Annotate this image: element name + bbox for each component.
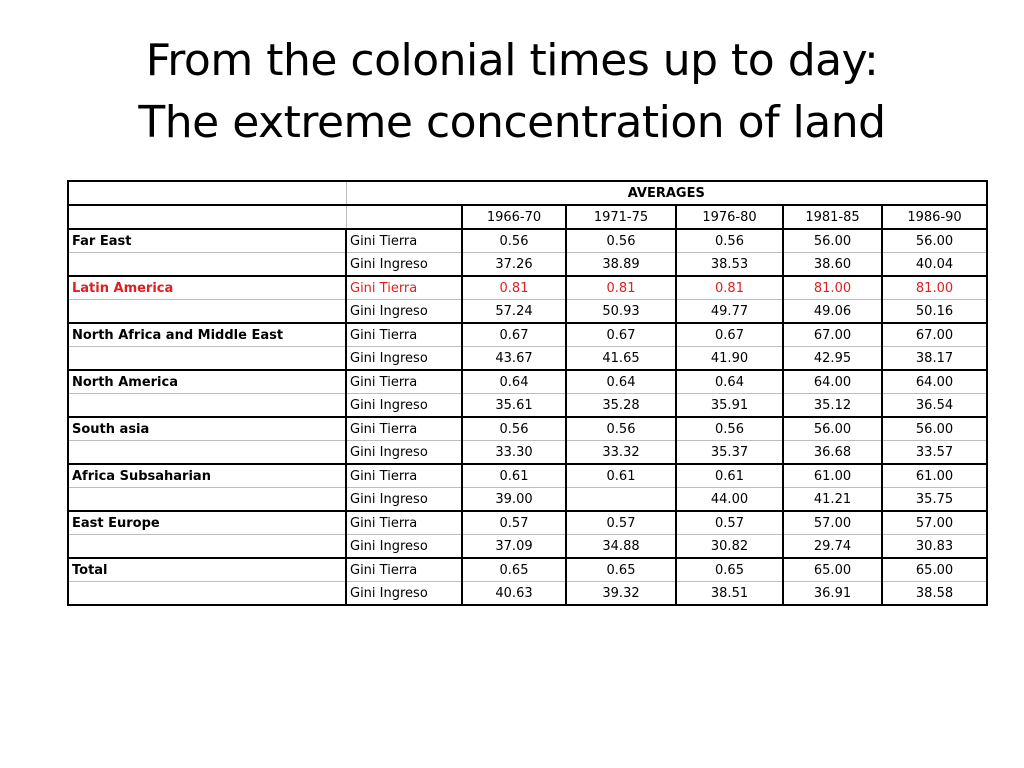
table-row — [68, 582, 987, 606]
region-blank-cell — [68, 535, 346, 559]
region-name: Latin America — [68, 276, 346, 300]
header-blank-cell — [68, 181, 346, 205]
metric-label: Gini Ingreso — [346, 535, 462, 559]
value-cell: 34.88 — [566, 535, 676, 559]
value-cell: 38.51 — [676, 582, 783, 606]
region-name: Total — [68, 558, 346, 582]
value-cell: 56.00 — [783, 229, 882, 253]
metric-label: Gini Tierra — [346, 276, 462, 300]
value-cell: 30.83 — [882, 535, 987, 559]
slide-title — [0, 30, 1024, 154]
region-blank-cell — [68, 488, 346, 512]
region-blank-cell — [68, 253, 346, 277]
region-name: Africa Subsaharian — [68, 464, 346, 488]
value-cell: 49.77 — [676, 300, 783, 324]
value-cell: 81.00 — [783, 276, 882, 300]
table-row — [68, 488, 987, 512]
value-cell: 0.64 — [566, 370, 676, 394]
value-cell: 0.57 — [566, 511, 676, 535]
year-header: 1971-75 — [566, 205, 676, 229]
value-cell: 35.61 — [462, 394, 566, 418]
metric-label: Gini Tierra — [346, 417, 462, 441]
value-cell: 33.32 — [566, 441, 676, 465]
value-cell: 0.67 — [676, 323, 783, 347]
region-name: North Africa and Middle East — [68, 323, 346, 347]
value-cell: 36.91 — [783, 582, 882, 606]
value-cell: 0.57 — [462, 511, 566, 535]
table-row — [68, 347, 987, 371]
value-cell: 40.63 — [462, 582, 566, 606]
metric-label: Gini Ingreso — [346, 441, 462, 465]
value-cell: 35.28 — [566, 394, 676, 418]
value-cell: 0.65 — [676, 558, 783, 582]
value-cell: 38.17 — [882, 347, 987, 371]
region-name: Far East — [68, 229, 346, 253]
value-cell: 40.04 — [882, 253, 987, 277]
metric-label: Gini Tierra — [346, 323, 462, 347]
years-header-row — [68, 205, 987, 229]
value-cell — [566, 488, 676, 512]
metric-label: Gini Tierra — [346, 464, 462, 488]
value-cell: 36.54 — [882, 394, 987, 418]
value-cell: 0.64 — [676, 370, 783, 394]
table-row — [68, 441, 987, 465]
metric-label: Gini Tierra — [346, 370, 462, 394]
value-cell: 38.89 — [566, 253, 676, 277]
region-blank-cell — [68, 441, 346, 465]
table-row — [68, 417, 987, 441]
value-cell: 0.57 — [676, 511, 783, 535]
value-cell: 33.30 — [462, 441, 566, 465]
value-cell: 0.81 — [566, 276, 676, 300]
averages-header-row — [68, 181, 987, 205]
value-cell: 64.00 — [783, 370, 882, 394]
value-cell: 35.37 — [676, 441, 783, 465]
value-cell: 0.56 — [676, 417, 783, 441]
table-row — [68, 558, 987, 582]
metric-label: Gini Ingreso — [346, 488, 462, 512]
value-cell: 37.09 — [462, 535, 566, 559]
table-row — [68, 370, 987, 394]
value-cell: 81.00 — [882, 276, 987, 300]
metric-label: Gini Tierra — [346, 229, 462, 253]
region-blank-cell — [68, 300, 346, 324]
value-cell: 67.00 — [783, 323, 882, 347]
value-cell: 35.91 — [676, 394, 783, 418]
value-cell: 67.00 — [882, 323, 987, 347]
value-cell: 65.00 — [882, 558, 987, 582]
averages-header: AVERAGES — [346, 181, 987, 205]
table-row — [68, 535, 987, 559]
region-blank-cell — [68, 394, 346, 418]
value-cell: 57.00 — [783, 511, 882, 535]
table-row — [68, 464, 987, 488]
table-row — [68, 300, 987, 324]
table-row — [68, 276, 987, 300]
year-header: 1986-90 — [882, 205, 987, 229]
value-cell: 0.61 — [676, 464, 783, 488]
year-header: 1966-70 — [462, 205, 566, 229]
metric-label: Gini Ingreso — [346, 253, 462, 277]
value-cell: 36.68 — [783, 441, 882, 465]
value-cell: 38.53 — [676, 253, 783, 277]
value-cell: 41.90 — [676, 347, 783, 371]
value-cell: 56.00 — [882, 417, 987, 441]
years-blank-cell — [346, 205, 462, 229]
value-cell: 0.56 — [566, 417, 676, 441]
value-cell: 41.65 — [566, 347, 676, 371]
value-cell: 57.00 — [882, 511, 987, 535]
year-header: 1976-80 — [676, 205, 783, 229]
value-cell: 61.00 — [783, 464, 882, 488]
value-cell: 64.00 — [882, 370, 987, 394]
value-cell: 0.65 — [462, 558, 566, 582]
value-cell: 0.64 — [462, 370, 566, 394]
value-cell: 0.67 — [566, 323, 676, 347]
value-cell: 50.93 — [566, 300, 676, 324]
value-cell: 0.81 — [462, 276, 566, 300]
table-row — [68, 323, 987, 347]
value-cell: 56.00 — [882, 229, 987, 253]
table-row — [68, 511, 987, 535]
value-cell: 49.06 — [783, 300, 882, 324]
table-row — [68, 253, 987, 277]
metric-label: Gini Ingreso — [346, 300, 462, 324]
region-blank-cell — [68, 347, 346, 371]
value-cell: 35.12 — [783, 394, 882, 418]
region-name: North America — [68, 370, 346, 394]
metric-label: Gini Ingreso — [346, 582, 462, 606]
value-cell: 44.00 — [676, 488, 783, 512]
metric-label: Gini Tierra — [346, 511, 462, 535]
value-cell: 39.32 — [566, 582, 676, 606]
value-cell: 38.60 — [783, 253, 882, 277]
value-cell: 50.16 — [882, 300, 987, 324]
value-cell: 30.82 — [676, 535, 783, 559]
value-cell: 0.56 — [566, 229, 676, 253]
year-header: 1981-85 — [783, 205, 882, 229]
region-name: East Europe — [68, 511, 346, 535]
value-cell: 56.00 — [783, 417, 882, 441]
value-cell: 0.67 — [462, 323, 566, 347]
value-cell: 38.58 — [882, 582, 987, 606]
value-cell: 37.26 — [462, 253, 566, 277]
value-cell: 0.56 — [462, 229, 566, 253]
value-cell: 65.00 — [783, 558, 882, 582]
value-cell: 29.74 — [783, 535, 882, 559]
slide-title-line-1: From the colonial times up to day: — [145, 35, 879, 86]
value-cell: 0.61 — [566, 464, 676, 488]
value-cell: 0.61 — [462, 464, 566, 488]
value-cell: 61.00 — [882, 464, 987, 488]
value-cell: 0.56 — [676, 229, 783, 253]
table-row — [68, 394, 987, 418]
value-cell: 33.57 — [882, 441, 987, 465]
table-row — [68, 229, 987, 253]
gini-table — [67, 180, 988, 606]
years-blank-cell — [68, 205, 346, 229]
value-cell: 0.56 — [462, 417, 566, 441]
value-cell: 35.75 — [882, 488, 987, 512]
region-blank-cell — [68, 582, 346, 606]
value-cell: 39.00 — [462, 488, 566, 512]
metric-label: Gini Tierra — [346, 558, 462, 582]
slide-title-line-2: The extreme concentration of land — [138, 97, 886, 148]
value-cell: 42.95 — [783, 347, 882, 371]
value-cell: 57.24 — [462, 300, 566, 324]
value-cell: 43.67 — [462, 347, 566, 371]
value-cell: 0.81 — [676, 276, 783, 300]
value-cell: 0.65 — [566, 558, 676, 582]
value-cell: 41.21 — [783, 488, 882, 512]
region-name: South asia — [68, 417, 346, 441]
metric-label: Gini Ingreso — [346, 347, 462, 371]
metric-label: Gini Ingreso — [346, 394, 462, 418]
